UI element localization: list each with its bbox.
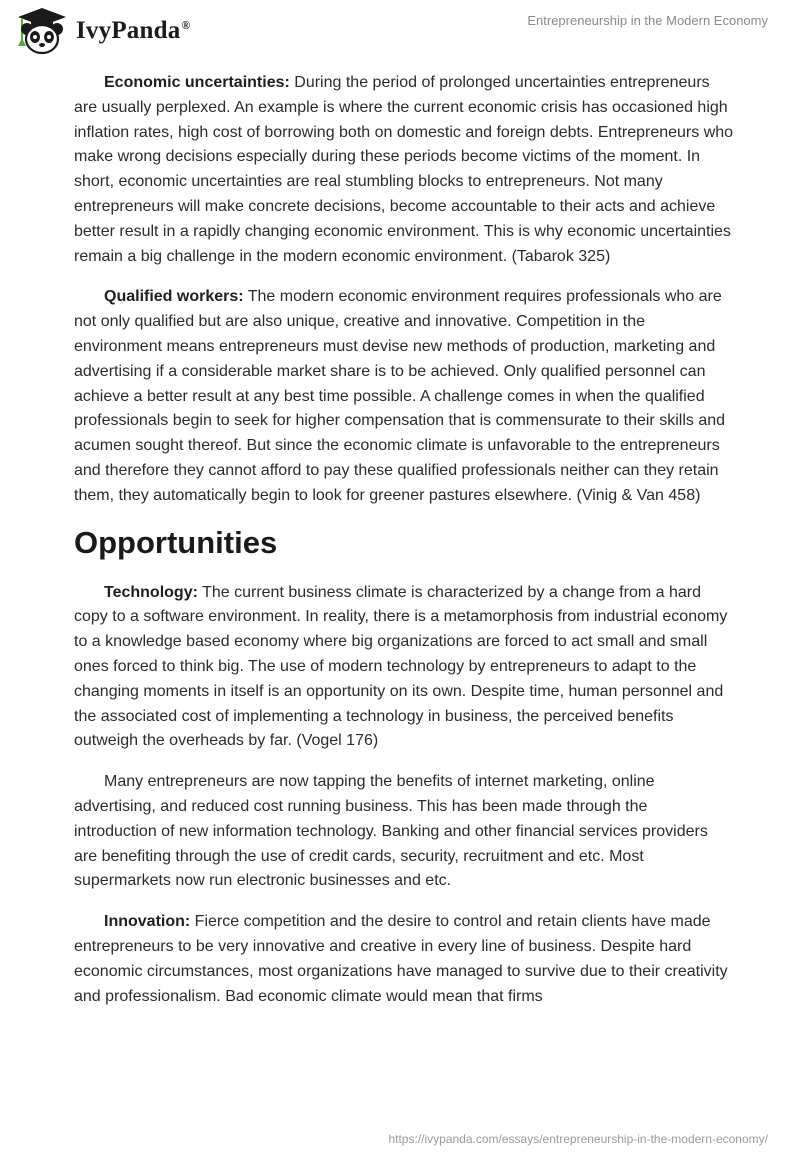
panda-graduate-logo-icon bbox=[14, 6, 70, 56]
paragraph-lead: Technology: bbox=[104, 583, 198, 601]
brand-name-text: IvyPanda bbox=[76, 17, 181, 44]
paragraph-lead: Economic uncertainties: bbox=[104, 74, 290, 91]
paragraph-text: Fierce competition and the desire to control and retain clients have made entrepreneurs to be very innovative and creative in every line of business. Despite hard economic circumstances, most organizations have managed to survive due to their creativity and professionalism. Bad economic climate would mean that firms bbox=[74, 913, 728, 1005]
page-header bbox=[0, 0, 800, 66]
brand-logo[interactable] bbox=[14, 6, 191, 56]
section-heading-opportunities: Opportunities bbox=[74, 524, 278, 560]
paragraph-economic-uncertainties bbox=[74, 71, 734, 269]
paragraph-text: Many entrepreneurs are now tapping the benefits of internet marketing, online advertising, and reduced cost running business. This has been made through the introduction of new information technology. Banking and other financial services providers are benefiting through the use of credit cards, security, recruitment and etc. Most supermarkets now run electronic businesses and etc. bbox=[74, 773, 708, 890]
paragraph-qualified-workers bbox=[74, 285, 734, 508]
running-title: Entrepreneurship in the Modern Economy bbox=[527, 13, 768, 28]
paragraph-lead: Qualified workers: bbox=[104, 288, 244, 306]
paragraph-text: The current business climate is characterized by a change from a hard copy to a software environment. In reality, there is a metamorphosis from industrial economy to a knowledge based economy where big organizations are forced to act small and small ones forced to think big. The use of modern technology by entrepreneurs to adapt to the changing moments in itself is an opportunity on its own. Despite time, human personnel and the associated cost of implementing a technology in business, the perceived benefits outweigh the overheads by far. (Vogel 176) bbox=[74, 583, 728, 750]
brand-name bbox=[76, 17, 191, 45]
source-url-link[interactable]: https://ivypanda.com/essays/entrepreneurship-in-the-modern-economy/ bbox=[388, 1132, 768, 1146]
paragraph-text: During the period of prolonged uncertainties entrepreneurs are usually perplexed. An example is where the current economic crisis has occasioned high inflation rates, high cost of borrowing both on domestic and foreign debts. Entrepreneurs who make wrong decisions especially during these periods become victims of the moment. In short, economic uncertainties are real stumbling blocks to entrepreneurs. Not many entrepreneurs will make concrete decisions, become accountable to their acts and achieve better result in a rapidly changing economic environment. This is why economic uncertainties remain a big challenge in the modern economic environment. (Tabarok 325) bbox=[74, 74, 734, 265]
paragraph-lead: Innovation: bbox=[104, 913, 191, 931]
paragraph-text: The modern economic environment requires professionals who are not only qualified but are also unique, creative and innovative. Competition in the environment means entrepreneurs must devise new methods of production, marketing and advertising if a considerable market share is to be achieved. Only qualified personnel can achieve a better result at any best time possible. A challenge comes in when the qualified professionals begin to seek for higher compensation that is commensurate to their skills and acumen sought thereof. But since the economic climate is unfavorable to the entrepreneurs and therefore they cannot afford to pay these qualified professionals neither can they retain them, they automatically begin to look for greener pastures elsewhere. (Vinig & Van 458) bbox=[74, 288, 726, 504]
paragraph-technology bbox=[74, 581, 734, 755]
brand-registered-mark: ® bbox=[181, 17, 191, 32]
essay-body bbox=[74, 71, 734, 1025]
paragraph-innovation bbox=[74, 910, 734, 1009]
paragraph-internet-marketing bbox=[74, 770, 734, 894]
